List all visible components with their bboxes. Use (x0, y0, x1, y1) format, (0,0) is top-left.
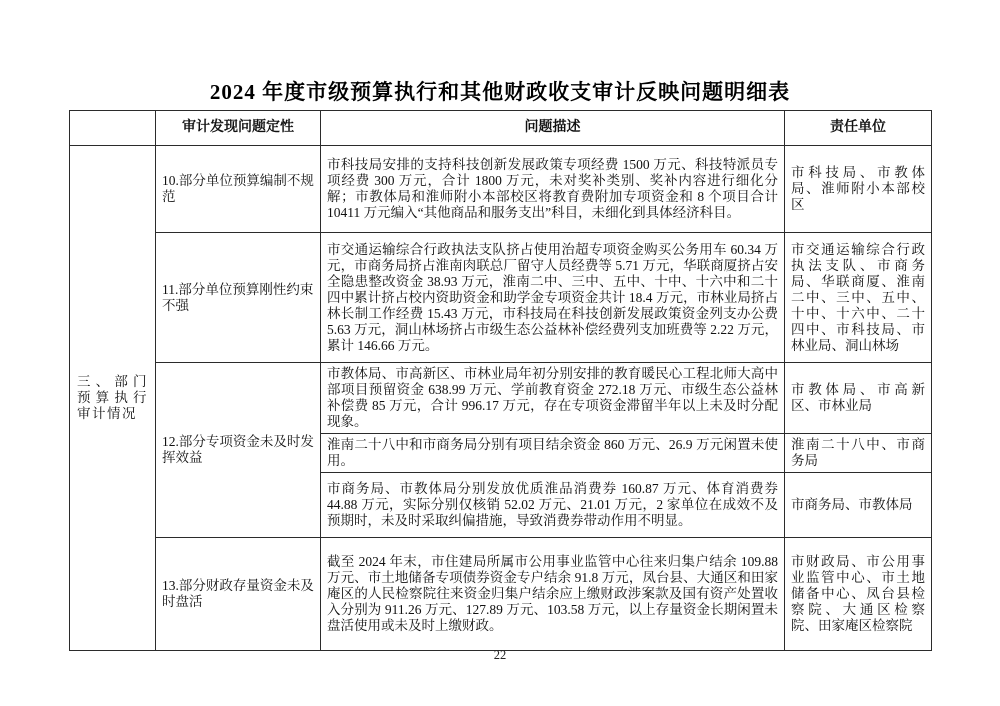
header-cell-description: 问题描述 (321, 111, 785, 146)
responsible-unit-cell: 市科技局、市教体局、淮师附小本部校区 (785, 146, 932, 233)
issue-type-cell: 11.部分单位预算刚性约束不强 (156, 233, 321, 363)
description-cell: 市教体局、市高新区、市林业局年初分别安排的教育暖民心工程北师大高中部项目预留资金 638.99 万元、学前教育资金 272.18 万元、市级生态公益林补偿费 85 万元，合计 996.17 万元，存在专项资金滞留半年以上未及时分配现象。 (321, 363, 785, 434)
responsible-unit-cell: 淮南二十八中、市商务局 (785, 434, 932, 473)
description-cell: 市商务局、市教体局分别发放优质淮品消费券 160.87 万元、体育消费券 44.88 万元，实际分别仅核销 52.02 万元、21.01 万元，2 家单位在成效不及预期时，未及时采取纠偏措施，导致消费券带动作用不明显。 (321, 473, 785, 538)
responsible-unit-cell: 市商务局、市教体局 (785, 473, 932, 538)
description-cell: 市科技局安排的支持科技创新发展政策专项经费 1500 万元、科技特派员专项经费 300 万元，合计 1800 万元，未对奖补类别、奖补内容进行细化分解；市教体局和淮师附小本部校区将教育费附加专项资金和 8 个项目合计 10411 万元编入“其他商品和服务支出”科目，未细化到具体经济科目。 (321, 146, 785, 233)
header-cell-responsible-unit: 责任单位 (785, 111, 932, 146)
responsible-unit-cell: 市交通运输综合行政执法支队、市商务局、华联商厦、淮南二中、三中、五中、十中、十六中、二十四中、市科技局、市林业局、洞山林场 (785, 233, 932, 363)
responsible-unit-cell: 市财政局、市公用事业监管中心、市土地储备中心、凤台县检察院、大通区检察院、田家庵区检察院 (785, 538, 932, 651)
page-number: 22 (493, 648, 507, 662)
issue-type-cell: 12.部分专项资金未及时发挥效益 (156, 363, 321, 538)
responsible-unit-cell: 市教体局、市高新区、市林业局 (785, 363, 932, 434)
table-row (70, 146, 932, 233)
header-cell-issue-type: 审计发现问题定性 (156, 111, 321, 146)
header-cell-category (70, 111, 156, 146)
issue-type-cell: 10.部分单位预算编制不规范 (156, 146, 321, 233)
description-cell: 淮南二十八中和市商务局分别有项目结余资金 860 万元、26.9 万元闲置未使用。 (321, 434, 785, 473)
table-header-row (70, 111, 932, 146)
table-row (70, 363, 932, 434)
issue-type-cell: 13.部分财政存量资金未及时盘活 (156, 538, 321, 651)
table-row (70, 538, 932, 651)
page-title: 2024 年度市级预算执行和其他财政收支审计反映问题明细表 (209, 80, 791, 104)
description-cell: 市交通运输综合行政执法支队挤占使用治超专项资金购买公务用车 60.34 万元，市商务局挤占淮南肉联总厂留守人员经费等 5.71 万元，华联商厦挤占安全隐患整改资金 38.93 万元，淮南二中、三中、五中、十中、十六中和二十四中累计挤占校内资助资金和助学金专项资金共计 18.4 万元，市林业局挤占林长制工作经费 15.43 万元，市科技局在科技创新发展政策资金列支办公费 5.63 万元，洞山林场挤占市级生态公益林补偿经费列支加班费等 2.22 万元，累计 146.66 万元。 (321, 233, 785, 363)
description-cell: 截至 2024 年末，市住建局所属市公用事业监管中心往来归集户结余 109.88 万元、市土地储备专项债券资金专户结余 91.8 万元，凤台县、大通区和田家庵区的人民检察院往来资金归集户结余应上缴财政涉案款及国有资产处置收入分别为 911.26 万元、127.89 万元、103.58 万元，以上存量资金长期闲置未盘活使用或未及时上缴财政。 (321, 538, 785, 651)
category-cell: 三、部门预算执行审计情况 (70, 146, 156, 651)
table-row (70, 233, 932, 363)
audit-findings-table (69, 110, 932, 651)
